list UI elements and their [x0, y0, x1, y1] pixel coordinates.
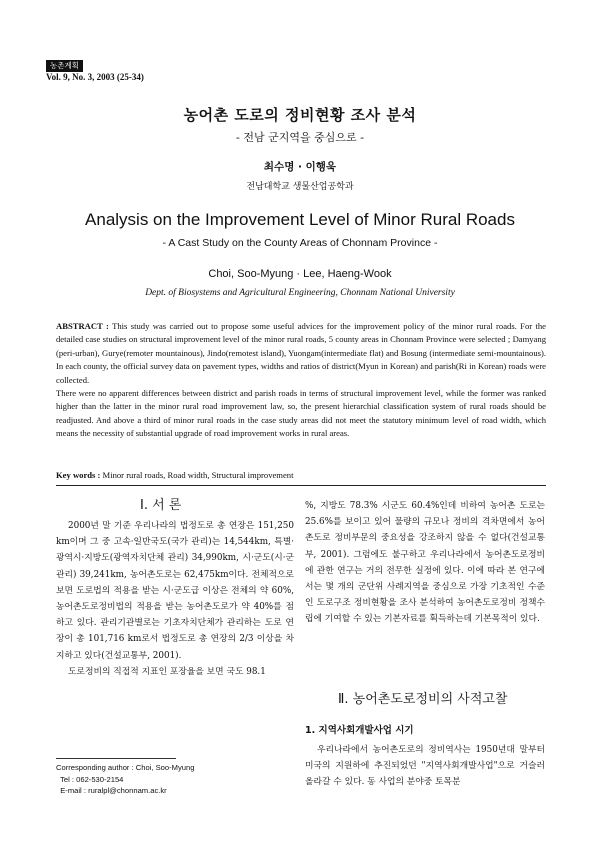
- journal-badge: 농촌계획: [46, 60, 83, 72]
- authors-korean: 최수명 · 이행욱: [263, 161, 337, 173]
- affiliation-korean: 전남대학교 생물산업공학과: [246, 182, 354, 192]
- abstract-paragraph-2: There were no apparent differences between district and parish roads in terms of structural improvement level, while the former was ranked higher than the latter in the minor rural road improvement law, so, the present hierarchial classification system of rural roads should be readjusted. And above a third of minor rural roads in the case study areas did not meet the statutory minimum level of road width, which means the necessity of substantial upgrade of road improvement works in rural areas.: [56, 388, 546, 439]
- keywords: [56, 470, 546, 480]
- keywords-text: Minor rural roads, Road width, Structural improvement: [100, 470, 294, 480]
- subsection-heading: 1. 지역사회개발사업 시기: [305, 725, 414, 736]
- right-column-bottom: [305, 742, 545, 791]
- footnote-tel: Tel : 062-530-2154: [56, 774, 124, 784]
- subtitle-english: - A Cast Study on the County Areas of Chonnam Province -: [162, 237, 438, 249]
- title-korean: 농어촌 도로의 정비현황 조사 분석: [183, 106, 417, 124]
- intro-paragraph-continued: %, 지방도 78.3% 시군도 60.4%인데 비하여 농어촌 도로는 25.6%를 보이고 있어 물량의 규모나 정비의 격차면에서 농어촌도로 정비부문의 중요성을 강조하지 않을 수 없다(건설교통부, 2001). 그럼에도 불구하고 우리나라에서 농어촌도로정비에 관한 연구는 거의 전무한 실정에 있다. 이에 따라 본 연구에서는 몇 개의 군단위 사례지역을 중심으로 가장 기초적인 수준인 도로구조 정비현황을 조사 분석하여 농어촌도로정비 정책수립에 기여할 수 있는 기본자료를 획득하는데 기본목적이 있다.: [305, 501, 545, 625]
- affiliation-english: Dept. of Biosystems and Agricultural Engineering, Chonnam National University: [145, 288, 455, 298]
- abstract-paragraph-1: [56, 320, 546, 387]
- footnote-email: E-mail : ruralpl@chonnam.ac.kr: [56, 786, 167, 795]
- abstract-label: ABSTRACT :: [56, 321, 109, 331]
- footnote-author: Corresponding author : Choi, Soo-Myung: [56, 763, 195, 772]
- history-paragraph-1: 우리나라에서 농어촌도로의 정비역사는 1950년대 말부터 미국의 지원하에 추진되었던 "지역사회개발사업"으로 거슬러 올라갈 수 있다. 동 사업의 분야중 토목분: [305, 745, 545, 788]
- authors-english: Choi, Soo-Myung · Lee, Haeng-Wook: [208, 268, 392, 280]
- title-english: Analysis on the Improvement Level of Minor Rural Roads: [85, 210, 515, 229]
- footnote: [56, 762, 194, 797]
- section-heading-history: Ⅱ. 농어촌도로정비의 사적고찰: [338, 692, 508, 707]
- subtitle-korean: - 전남 군지역을 중심으로 -: [235, 131, 365, 144]
- keywords-label: Key words :: [56, 470, 101, 480]
- left-column: [56, 518, 294, 680]
- intro-paragraph-2: 도로정비의 직접적 지표인 포장율을 보면 국도 98.1: [68, 666, 266, 677]
- intro-paragraph-1: 2000년 말 기준 우리나라의 법정도로 총 연장은 151,250 km이며 그 중 고속·일반국도(국가 관리)는 14,544km, 특별·광역시·지방도(광역자치단체 관리) 34,990km, 시·군도(시·군 관리) 39,241km, 농어촌도로는 62,475km이다. 전체적으로 보면 도로법의 적용을 받는 시·군도급 이상은 전체의 약 60%, 농어촌도로정비법의 적용을 받는 농어촌도로가 약 40%를 점하고 있다. 관리기관별로는 기초자치단체가 관리하는 도로 연장이 총 101,716 km로서 법정도로 총 연장의 2/3 이상을 차지하고 있다(건설교통부, 2001).: [56, 521, 294, 661]
- divider: [56, 485, 546, 486]
- section-heading-introduction: Ⅰ. 서 론: [140, 498, 182, 513]
- footnote-rule: [56, 758, 176, 759]
- abstract: [56, 320, 546, 441]
- volume-info: Vol. 9, No. 3, 2003 (25-34): [46, 72, 144, 82]
- right-column-top: [305, 498, 545, 628]
- abstract-text-1: This study was carried out to propose some useful advices for the improvement policy of the minor rural roads. For the detailed case studies on structural improvement level of the minor rural roads, 5 county areas in Chonnam Province were selected ; Damyang (peri-urban), Gurye(remoter mountainous), Jindo(remotest island), Yuongam(intermediate flat) and Bosung (intermediate semi-mountainous). In each county, the official survey data on pavement types, widths and ratios of district(Myun in Korean) and parish(Ri in Korean) roads were collected.: [56, 321, 546, 385]
